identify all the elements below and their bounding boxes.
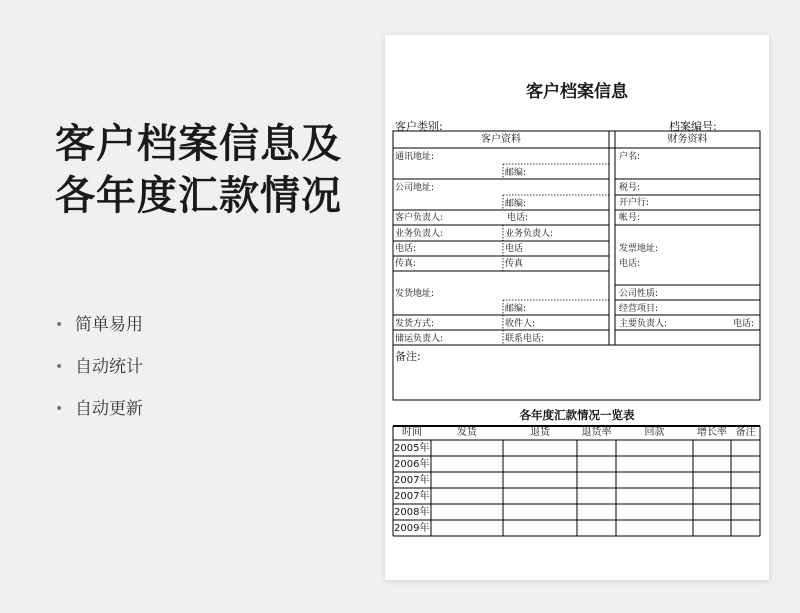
promo-title-line1: 客户档案信息及 <box>55 121 342 167</box>
shipping-address-label: 发货地址: <box>395 289 435 299</box>
year-cell: 2007年 <box>394 475 430 486</box>
year-cell: 2006年 <box>394 459 430 470</box>
contact-phone-label: 联系电话: <box>505 334 545 344</box>
remittance-table-title: 各年度汇款情况一览表 <box>519 408 635 422</box>
address-label: 通讯地址: <box>395 152 435 162</box>
document-title: 客户档案信息 <box>526 82 628 102</box>
company-nature-label: 公司性质: <box>619 289 659 299</box>
biz-manager-label: 业务负责人: <box>505 229 554 239</box>
feature-item: • 简单易用 <box>55 315 143 335</box>
phone-label: 电话: <box>733 319 755 329</box>
header-notes: 备注 <box>735 427 756 438</box>
account-name-label: 户名: <box>619 152 641 162</box>
finance-section-header: 财务资料 <box>667 134 708 145</box>
bullet-icon: • <box>55 359 64 375</box>
business-items-label: 经营项目: <box>619 304 659 314</box>
customer-manager-label: 客户负责人: <box>395 213 444 223</box>
bullet-icon: • <box>55 317 64 333</box>
header-shipping: 发货 <box>457 427 477 438</box>
bank-label: 开户行: <box>619 198 650 208</box>
account-no-label: 帐号: <box>619 213 641 223</box>
bullet-icon: • <box>55 401 64 417</box>
receiver-label: 收件人: <box>505 319 536 329</box>
header-growth-rate: 增长率 <box>697 427 727 438</box>
company-address-label: 公司地址: <box>395 183 435 193</box>
feature-item: • 自动统计 <box>55 357 143 377</box>
document-page <box>385 35 769 580</box>
phone-label: 电话 <box>505 244 524 254</box>
promo-title-line2: 各年度汇款情况 <box>55 173 342 219</box>
form-grid-lines <box>385 35 769 580</box>
postcode-label: 邮编: <box>505 168 527 178</box>
postcode-label: 邮编: <box>505 199 527 209</box>
storage-manager-label: 储运负责人: <box>395 334 444 344</box>
phone-label: 电话: <box>507 213 529 223</box>
year-cell: 2007年 <box>394 491 430 502</box>
header-payments: 回款 <box>644 427 665 438</box>
year-cell: 2008年 <box>394 507 430 518</box>
customer-type-label: 客户类别: <box>395 120 443 133</box>
notes-label: 备注: <box>395 350 421 363</box>
tax-no-label: 税号: <box>619 183 641 193</box>
phone-label: 电话: <box>619 259 641 269</box>
customer-section-header: 客户资料 <box>481 134 521 145</box>
feature-item: • 自动更新 <box>55 399 143 419</box>
header-time: 时间 <box>402 427 422 438</box>
main-manager-label: 主要负责人: <box>619 319 668 329</box>
fax-label: 传真 <box>505 259 524 269</box>
shipping-method-label: 发货方式: <box>395 319 435 329</box>
fax-label: 传真: <box>395 259 417 269</box>
invoice-address-label: 发票地址: <box>619 244 659 254</box>
header-return-rate: 退货率 <box>581 427 612 438</box>
feature-list <box>55 313 143 439</box>
biz-manager-label: 业务负责人: <box>395 229 444 239</box>
year-cell: 2005年 <box>394 443 430 454</box>
promo-title <box>55 118 342 222</box>
file-number-label: 档案编号: <box>669 120 717 133</box>
year-cell: 2009年 <box>394 523 430 534</box>
phone-label: 电话: <box>395 244 417 254</box>
header-returns: 退货 <box>530 427 550 438</box>
postcode-label: 邮编: <box>505 304 527 314</box>
